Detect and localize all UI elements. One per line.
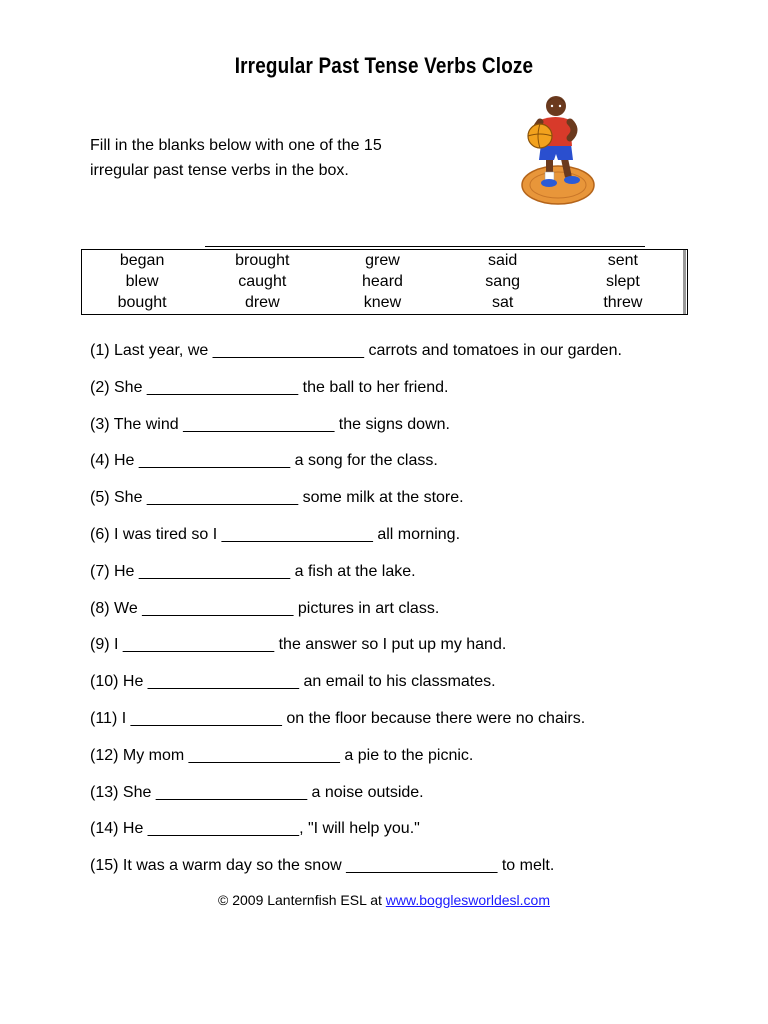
sentence-item: (2) She _________________ the ball to her friend. (90, 378, 449, 396)
word-cell: bought (117, 294, 167, 311)
sentence-item: (8) We _________________ pictures in art class. (90, 599, 440, 617)
word-cell: blew (125, 273, 159, 290)
page-title: Irregular Past Tense Verbs Cloze (234, 53, 534, 78)
word-cell: heard (362, 273, 403, 290)
word-cell: threw (603, 294, 643, 311)
sentence-item: (15) It was a warm day so the snow _________________ to melt. (90, 857, 555, 875)
word-box-top-rule (205, 246, 645, 247)
copyright-text: © 2009 Lanternfish ESL at (218, 892, 386, 908)
word-cell: drew (244, 294, 280, 311)
sentence-item: (6) I was tired so I _________________ all morning. (90, 525, 461, 543)
word-cell: knew (363, 294, 402, 311)
sentence-list (90, 340, 730, 892)
instructions (90, 133, 450, 183)
sentence-item: (5) She _________________ some milk at the store. (90, 489, 464, 507)
instructions-line-2: irregular past tense verbs in the box. (90, 162, 349, 179)
word-cell: began (119, 252, 165, 269)
word-cell: said (487, 252, 518, 269)
sentence-item: (10) He _________________ an email to his classmates. (90, 673, 496, 691)
basketball-boy-illustration (510, 92, 605, 207)
word-cell: brought (235, 252, 290, 269)
sentence-item: (11) I _________________ on the floor because there were no chairs. (90, 709, 586, 727)
sentence-item: (4) He _________________ a song for the class. (90, 452, 438, 470)
footer (0, 892, 768, 908)
word-cell: slept (605, 273, 640, 290)
word-cell: sent (607, 252, 638, 269)
instructions-line-1: Fill in the blanks below with one of the 15 (90, 137, 382, 154)
word-cell: sang (485, 273, 520, 290)
sentence-item: (7) He _________________ a fish at the lake. (90, 562, 416, 580)
word-row (82, 292, 683, 313)
word-box (81, 249, 688, 315)
sentence-item: (9) I _________________ the answer so I put up my hand. (90, 636, 507, 654)
website-link[interactable]: www.bogglesworldesl.com (385, 892, 550, 908)
word-table (82, 250, 683, 313)
sentence-item: (14) He _________________, "I will help you." (90, 820, 420, 838)
word-cell: sat (491, 294, 514, 311)
word-cell: caught (238, 273, 287, 290)
word-cell: grew (365, 252, 400, 269)
sentence-item: (3) The wind _________________ the signs down. (90, 415, 450, 433)
word-row (82, 250, 683, 271)
sentence-item: (13) She _________________ a noise outside. (90, 783, 424, 801)
sentence-item: (1) Last year, we _________________ carrots and tomatoes in our garden. (90, 342, 622, 359)
word-row (82, 271, 683, 292)
sentence-item: (12) My mom _________________ a pie to the picnic. (90, 746, 474, 764)
